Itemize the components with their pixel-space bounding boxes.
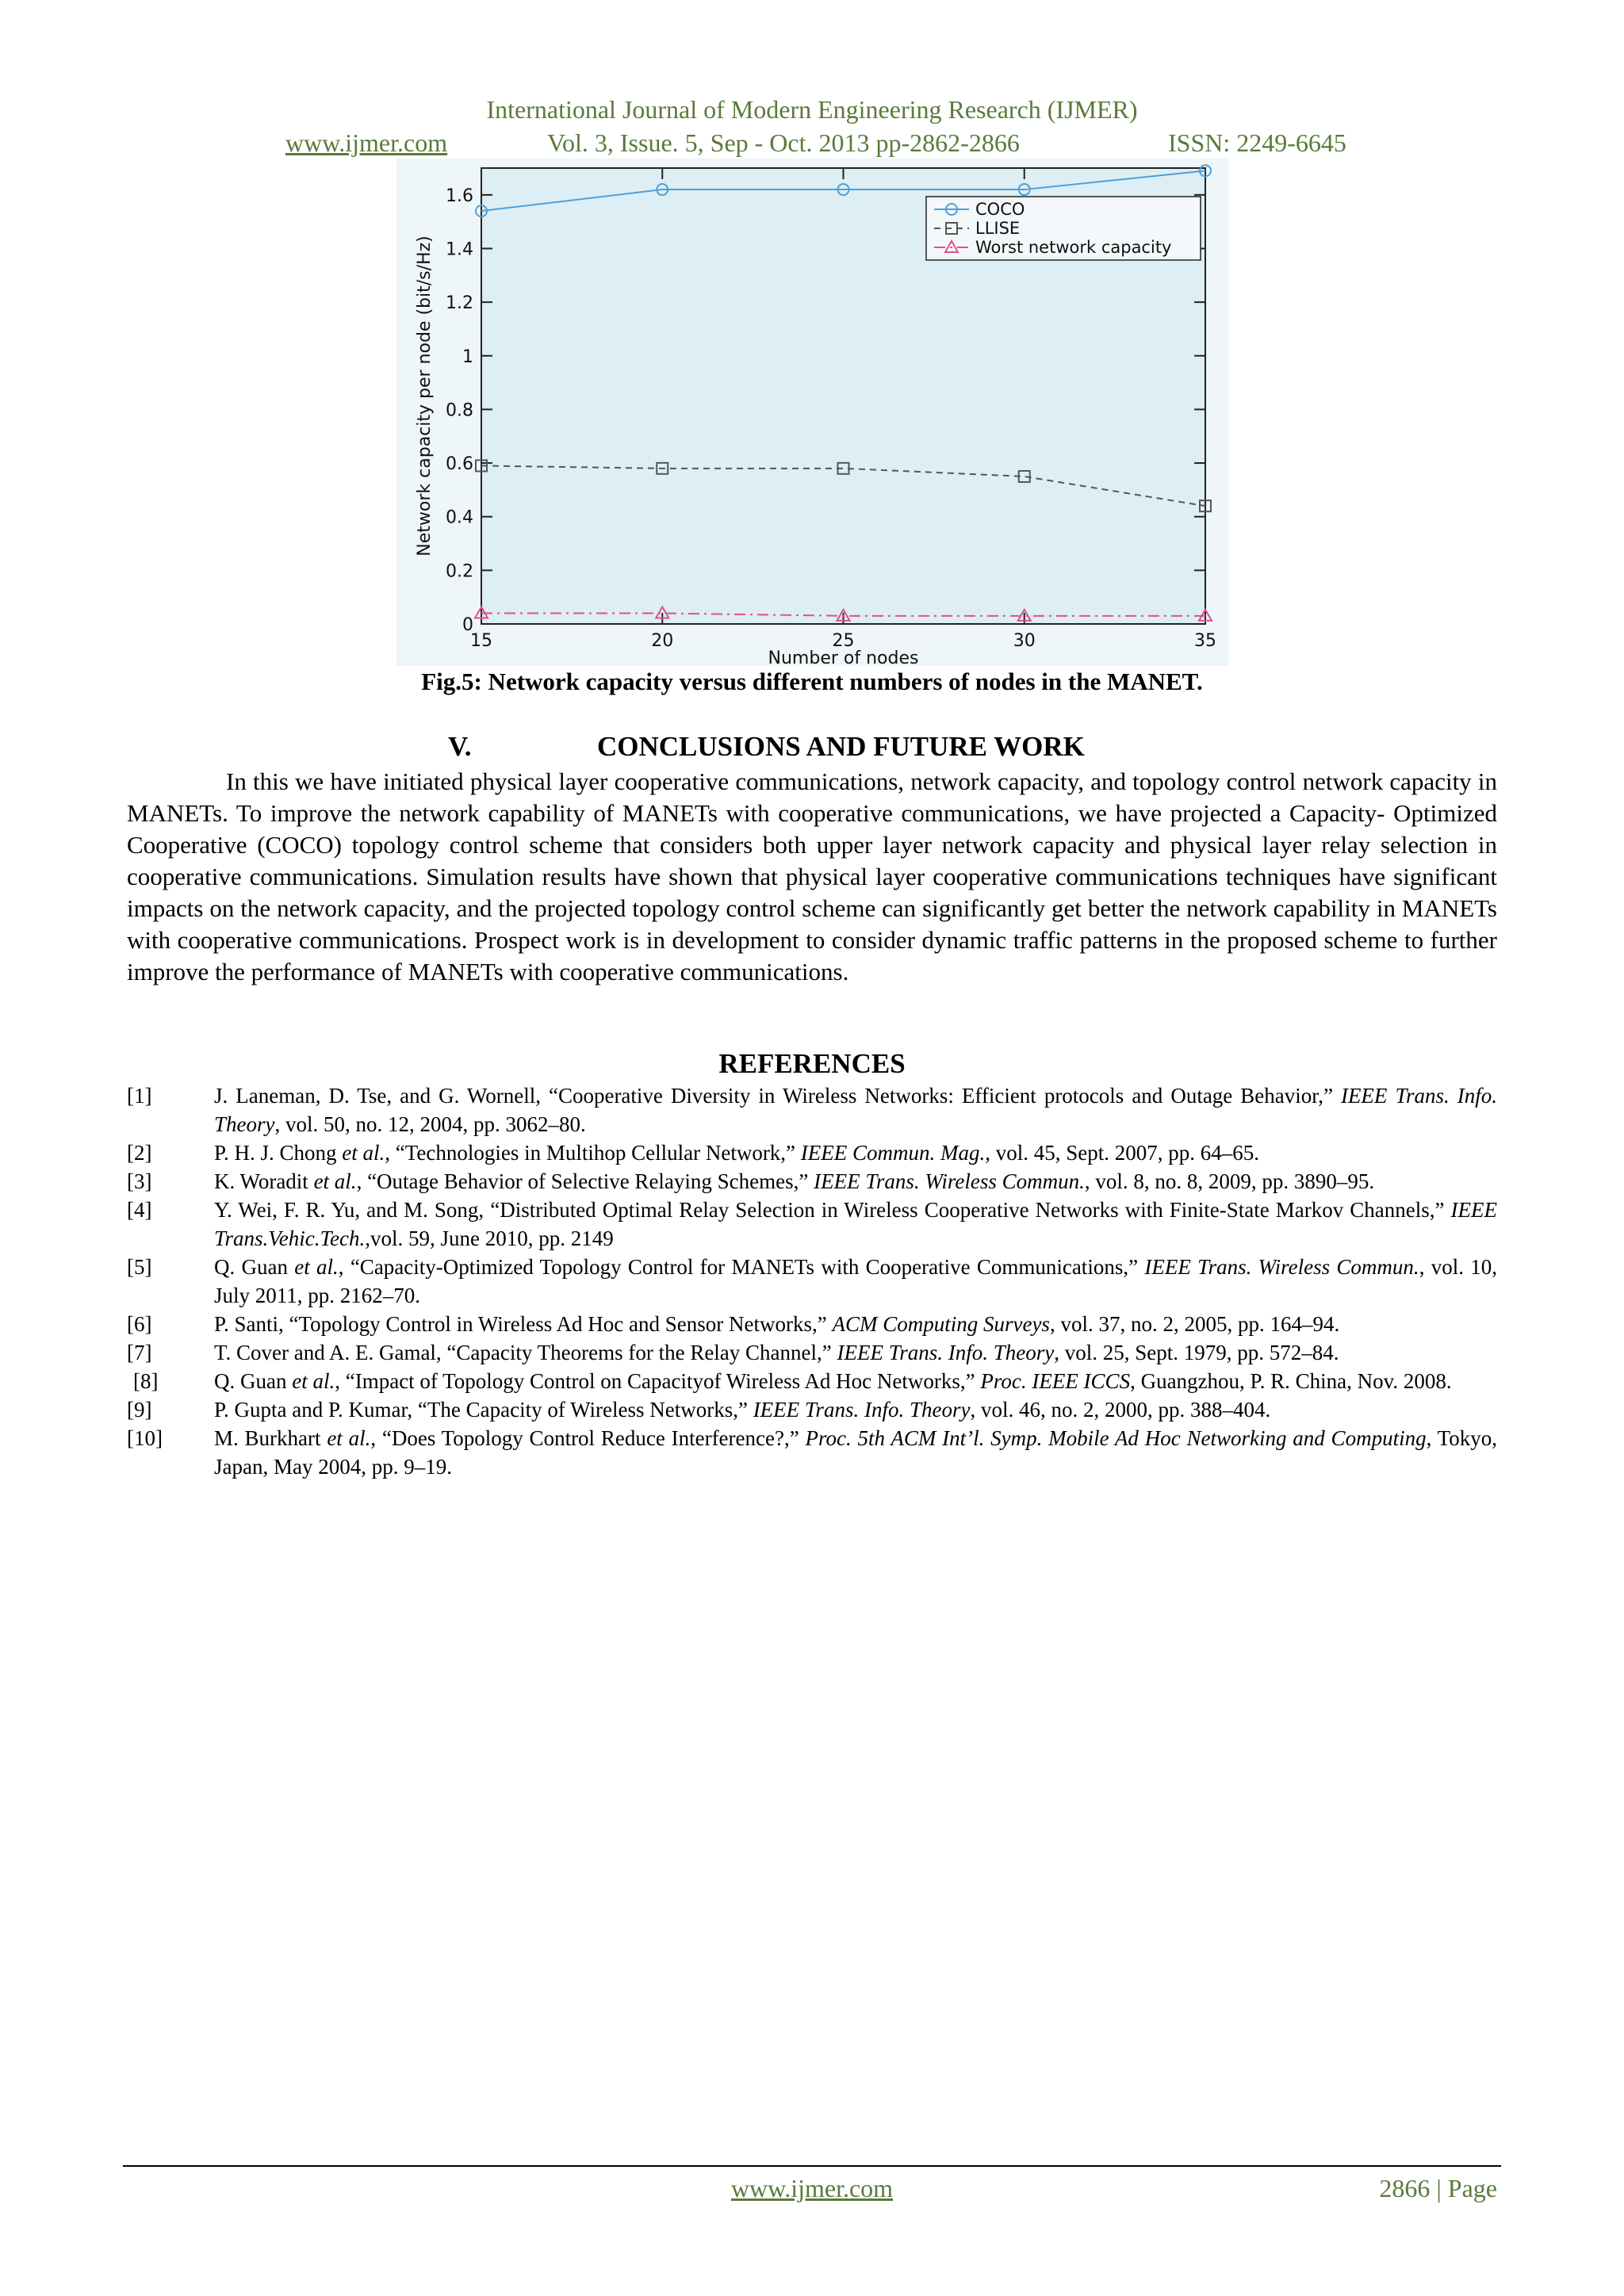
reference-segment: , vol. 46, no. 2, 2000, pp. 388–404. <box>970 1398 1271 1422</box>
reference-item <box>127 1196 1497 1253</box>
header-url-link[interactable]: www.ijmer.com <box>285 128 448 157</box>
reference-text <box>214 1196 1497 1253</box>
y-tick-label: 0.6 <box>446 454 473 475</box>
legend-label: COCO <box>975 200 1025 219</box>
reference-segment: P. Gupta and P. Kumar, “The Capacity of Wireless Networks,” <box>214 1398 753 1422</box>
reference-segment: K. Woradit <box>214 1169 314 1193</box>
legend-label: Worst network capacity <box>975 238 1172 257</box>
y-tick-label: 1.4 <box>446 239 473 260</box>
reference-etal: et al. <box>342 1141 385 1165</box>
reference-segment: , “Outage Behavior of Selective Relaying Schemes,” <box>356 1169 814 1193</box>
reference-segment: , “Impact of Topology Control on Capacityof Wireless Ad Hoc Networks,” <box>335 1369 981 1393</box>
reference-segment: , “Capacity-Optimized Topology Control for MANETs with Cooperative Communications,” <box>338 1255 1145 1279</box>
reference-segment: , Guangzhou, P. R. China, Nov. 2008. <box>1130 1369 1452 1393</box>
reference-number: [4] <box>127 1198 152 1222</box>
reference-number: [8] <box>133 1369 159 1393</box>
reference-item <box>127 1167 1497 1196</box>
reference-venue: IEEE Trans. Info. Theory <box>753 1398 971 1422</box>
reference-list <box>127 1081 1497 1481</box>
footer-divider <box>123 2165 1501 2167</box>
reference-segment: , vol. 8, no. 8, 2009, pp. 3890–95. <box>1084 1169 1375 1193</box>
reference-item <box>127 1081 1497 1138</box>
reference-item <box>127 1338 1497 1367</box>
reference-etal: et al. <box>313 1169 357 1193</box>
references-heading: REFERENCES <box>718 1048 906 1079</box>
reference-segment: P. Santi, “Topology Control in Wireless Ad Hoc and Sensor Networks,” <box>214 1312 833 1336</box>
reference-text <box>214 1395 1497 1424</box>
journal-title: International Journal of Modern Engineering Research (IJMER) <box>486 95 1138 124</box>
reference-number: [2] <box>127 1141 152 1165</box>
section-number: V. <box>448 731 472 762</box>
reference-text <box>214 1424 1497 1481</box>
reference-venue: IEEE Trans. Wireless Commun. <box>814 1169 1085 1193</box>
x-tick-label: 35 <box>1194 631 1216 651</box>
reference-number: [7] <box>127 1341 152 1364</box>
header-volume: Vol. 3, Issue. 5, Sep - Oct. 2013 pp-2862-2866 <box>547 128 1020 157</box>
reference-segment: T. Cover and A. E. Gamal, “Capacity Theorems for the Relay Channel,” <box>214 1341 837 1364</box>
reference-number: [10] <box>127 1426 163 1450</box>
reference-segment: , “Technologies in Multihop Cellular Network,” <box>385 1141 801 1165</box>
x-tick-label: 25 <box>832 631 855 651</box>
reference-item <box>127 1138 1497 1167</box>
reference-item <box>127 1424 1497 1481</box>
y-tick-label: 0 <box>462 615 473 635</box>
header-issn: ISSN: 2249-6645 <box>1168 128 1346 157</box>
reference-segment: , “Does Topology Control Reduce Interference?,” <box>370 1426 806 1450</box>
y-tick-label: 1 <box>462 346 473 367</box>
x-tick-label: 20 <box>651 631 674 651</box>
reference-text <box>214 1367 1497 1395</box>
reference-segment: , vol. 10, July 2011, pp. 2162–70. <box>214 1255 1497 1307</box>
reference-segment: Q. Guan <box>214 1369 293 1393</box>
x-axis-label: Number of nodes <box>768 649 919 666</box>
reference-item <box>127 1367 1497 1395</box>
reference-segment: P. H. J. Chong <box>214 1141 343 1165</box>
y-tick-label: 1.2 <box>446 293 473 314</box>
reference-number: [1] <box>127 1084 152 1108</box>
section-title: CONCLUSIONS AND FUTURE WORK <box>597 731 1085 762</box>
reference-etal: et al. <box>327 1426 371 1450</box>
reference-item <box>127 1310 1497 1338</box>
reference-venue: Proc. IEEE ICCS <box>980 1369 1131 1393</box>
reference-text <box>214 1167 1497 1196</box>
reference-etal: et al. <box>292 1369 335 1393</box>
reference-number: [5] <box>127 1255 152 1279</box>
y-tick-label: 0.8 <box>446 400 473 421</box>
reference-venue: IEEE Trans. Info. Theory <box>214 1084 1497 1136</box>
reference-segment: M. Burkhart <box>214 1426 327 1450</box>
reference-segment: , vol. 45, Sept. 2007, pp. 64–65. <box>985 1141 1260 1165</box>
y-tick-label: 0.2 <box>446 561 473 582</box>
reference-segment: , Tokyo, Japan, May 2004, pp. 9–19. <box>214 1426 1497 1479</box>
x-tick-label: 30 <box>1013 631 1036 651</box>
reference-text <box>214 1253 1497 1310</box>
reference-number: [9] <box>127 1398 152 1422</box>
reference-text <box>214 1081 1497 1138</box>
y-tick-label: 1.6 <box>446 186 473 206</box>
reference-etal: et al. <box>294 1255 339 1279</box>
reference-venue: ACM Computing Surveys <box>832 1312 1050 1336</box>
reference-venue: IEEE Trans. Info. Theory <box>837 1341 1055 1364</box>
reference-segment: , vol. 25, Sept. 1979, pp. 572–84. <box>1054 1341 1339 1364</box>
reference-venue: Proc. 5th ACM Int’l. Symp. Mobile Ad Hoc Networking and Computing <box>805 1426 1427 1450</box>
reference-segment: J. Laneman, D. Tse, and G. Wornell, “Cooperative Diversity in Wireless Networks: Efficient protocols and Outage Behavior,” <box>214 1084 1341 1108</box>
page-number: 2866 | Page <box>1379 2174 1497 2202</box>
x-tick-label: 15 <box>470 631 492 651</box>
figure-caption: Fig.5: Network capacity versus different numbers of nodes in the MANET. <box>421 668 1203 695</box>
reference-text <box>214 1310 1497 1338</box>
footer-url-link[interactable]: www.ijmer.com <box>730 2174 894 2202</box>
reference-venue: IEEE Commun. Mag. <box>800 1141 986 1165</box>
reference-text <box>214 1138 1497 1167</box>
y-axis-label: Network capacity per node (bit/s/Hz) <box>415 235 435 557</box>
legend-label: LLISE <box>975 219 1021 238</box>
reference-segment: Y. Wei, F. R. Yu, and M. Song, “Distributed Optimal Relay Selection in Wireless Cooperative Networks with Finite-State Markov Channels,” <box>214 1198 1451 1222</box>
reference-number: [3] <box>127 1169 152 1193</box>
y-tick-label: 0.4 <box>446 507 473 528</box>
conclusion-paragraph: In this we have initiated physical layer cooperative communications, network capacity, and topology control network capacity in MANETs. To improve the network capability of MANETs with cooperative communications, we have projected a Capacity- Optimized Cooperative (COCO) topology control scheme that considers both upper layer network capacity and physical layer relay selection in cooperative communications. Simulation results have shown that physical layer cooperative communications techniques have significant impacts on the network capacity, and the projected topology control scheme can significantly get better the network capability in MANETs with cooperative communications. Prospect work is in development to consider dynamic traffic patterns in the proposed scheme to further improve the performance of MANETs with cooperative communications. <box>127 767 1497 985</box>
reference-segment: Q. Guan <box>214 1255 295 1279</box>
reference-venue: IEEE Trans.Vehic.Tech. <box>214 1198 1497 1250</box>
reference-segment: ,vol. 59, June 2010, pp. 2149 <box>365 1226 614 1250</box>
reference-venue: IEEE Trans. Wireless Commun. <box>1144 1255 1419 1279</box>
reference-segment: , vol. 50, no. 12, 2004, pp. 3062–80. <box>274 1112 586 1136</box>
reference-segment: , vol. 37, no. 2, 2005, pp. 164–94. <box>1049 1312 1340 1336</box>
reference-item <box>127 1253 1497 1310</box>
reference-number: [6] <box>127 1312 152 1336</box>
reference-text <box>214 1338 1497 1367</box>
reference-item <box>127 1395 1497 1424</box>
network-capacity-chart <box>396 159 1229 666</box>
